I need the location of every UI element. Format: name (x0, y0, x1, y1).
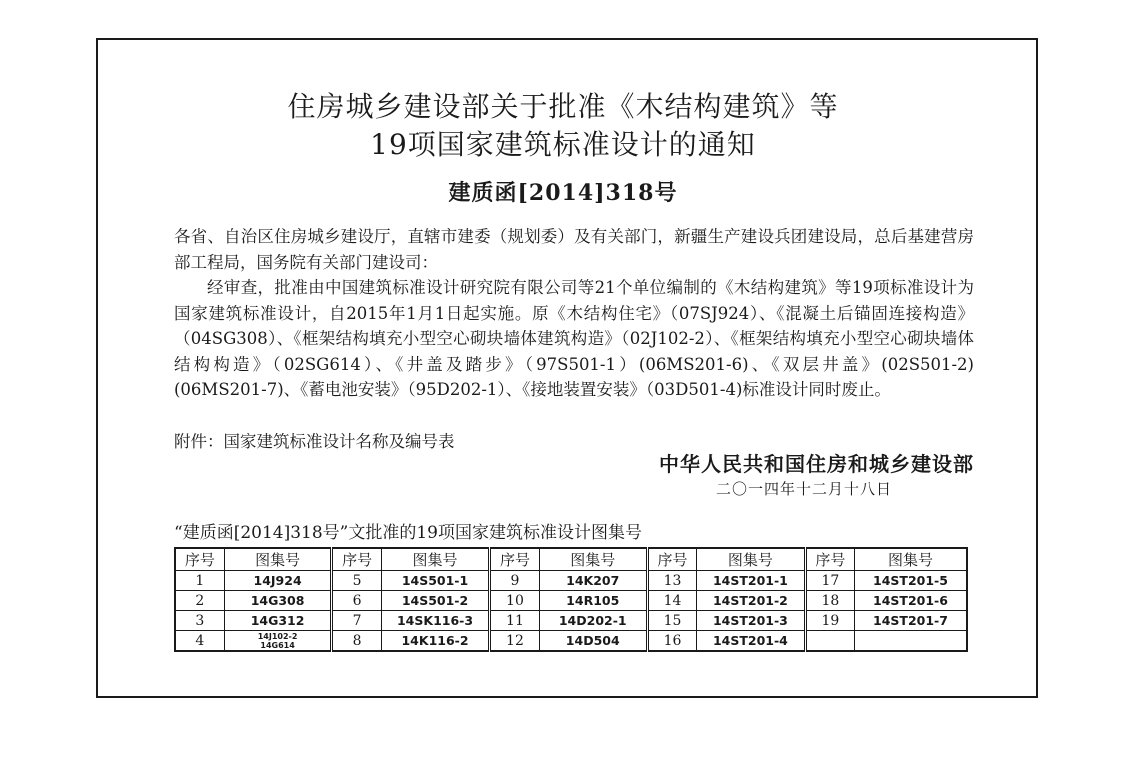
seq-cell: 11 (490, 611, 539, 631)
table-header-row (175, 548, 967, 571)
table-row (175, 591, 967, 611)
seq-cell: 7 (332, 611, 381, 631)
code-cell: 14SK116-3 (381, 611, 490, 631)
table-row (175, 631, 967, 652)
header-seq: 序号 (175, 548, 224, 571)
header-code: 图集号 (854, 548, 967, 571)
issue-date: 二〇一四年十二月十八日 (716, 480, 893, 498)
code-cell: 14D504 (539, 631, 647, 652)
header-seq: 序号 (805, 548, 854, 571)
header-seq: 序号 (647, 548, 696, 571)
code-cell: 14ST201-6 (854, 591, 967, 611)
code-cell-stacked (224, 631, 332, 652)
header-seq: 序号 (332, 548, 381, 571)
seq-cell: 12 (490, 631, 539, 652)
notice-body (174, 224, 974, 403)
seq-cell: 1 (175, 571, 224, 591)
header-code: 图集号 (381, 548, 490, 571)
code-cell: 14ST201-1 (697, 571, 806, 591)
seq-cell: 2 (175, 591, 224, 611)
code-line-2: 14G614 (260, 640, 295, 650)
code-cell: 14ST201-4 (697, 631, 806, 652)
seq-cell: 9 (490, 571, 539, 591)
title-line-1: 住房城乡建设部关于批准《木结构建筑》等 (287, 90, 839, 123)
code-cell: 14K207 (539, 571, 647, 591)
seq-cell: 14 (647, 591, 696, 611)
seq-cell: 8 (332, 631, 381, 652)
code-cell: 14ST201-7 (854, 611, 967, 631)
table-row (175, 611, 967, 631)
addressee: 各省、自治区住房城乡建设厅，直辖市建委（规划委）及有关部门，新疆生产建设兵团建设局，总后基建营房部工程局，国务院有关部门建设司： (174, 227, 974, 272)
notice-content: 经审查，批准由中国建筑标准设计研究院有限公司等21个单位编制的《木结构建筑》等19项标准设计为国家建筑标准设计，自2015年1月1日起实施。原《木结构住宅》（07SJ924）、《混凝土后锚固连接构造》（04SG308）、《框架结构填充小型空心砌块墙体建筑构造》（02J102-2）、《框架结构填充小型空心砌块墙体结构构造》（02SG614）、《井盖及踏步》（97S501-1）(06MS201-6)、《双层井盖》(02S501-2)(06MS201-7)、《蓄电池安装》（95D202-1）、《接地装置安装》（03D501-4)标准设计同时废止。 (174, 278, 974, 399)
seq-cell: 13 (647, 571, 696, 591)
code-cell: 14J924 (224, 571, 332, 591)
code-cell: 14S501-2 (381, 591, 490, 611)
seq-cell: 4 (175, 631, 224, 652)
code-cell: 14S501-1 (381, 571, 490, 591)
header-code: 图集号 (539, 548, 647, 571)
code-cell: 14G308 (224, 591, 332, 611)
code-cell: 14D202-1 (539, 611, 647, 631)
seq-cell: 6 (332, 591, 381, 611)
code-cell: 14R105 (539, 591, 647, 611)
code-cell (854, 631, 967, 652)
seq-cell: 17 (805, 571, 854, 591)
code-cell: 14ST201-3 (697, 611, 806, 631)
seq-cell: 15 (647, 611, 696, 631)
table-row (175, 571, 967, 591)
attachment-note: 附件：国家建筑标准设计名称及编号表 (174, 432, 455, 451)
seq-cell: 5 (332, 571, 381, 591)
seq-cell: 3 (175, 611, 224, 631)
title-line-2: 19项国家建筑标准设计的通知 (370, 128, 756, 161)
code-cell: 14K116-2 (381, 631, 490, 652)
notice-title (0, 88, 1126, 164)
seq-cell: 10 (490, 591, 539, 611)
atlas-number-table (174, 547, 968, 652)
table-caption: “建质函[2014]318号”文批准的19项国家建筑标准设计图集号 (174, 523, 642, 543)
issuer: 中华人民共和国住房和城乡建设部 (659, 452, 974, 476)
code-line-1: 14J102-2 (257, 631, 298, 641)
seq-cell: 16 (647, 631, 696, 652)
header-code: 图集号 (697, 548, 806, 571)
document-number: 建质函[2014]318号 (448, 180, 678, 206)
header-seq: 序号 (490, 548, 539, 571)
code-cell: 14ST201-5 (854, 571, 967, 591)
seq-cell (805, 631, 854, 652)
header-code: 图集号 (224, 548, 332, 571)
code-cell: 14ST201-2 (697, 591, 806, 611)
seq-cell: 19 (805, 611, 854, 631)
code-cell: 14G312 (224, 611, 332, 631)
seq-cell: 18 (805, 591, 854, 611)
